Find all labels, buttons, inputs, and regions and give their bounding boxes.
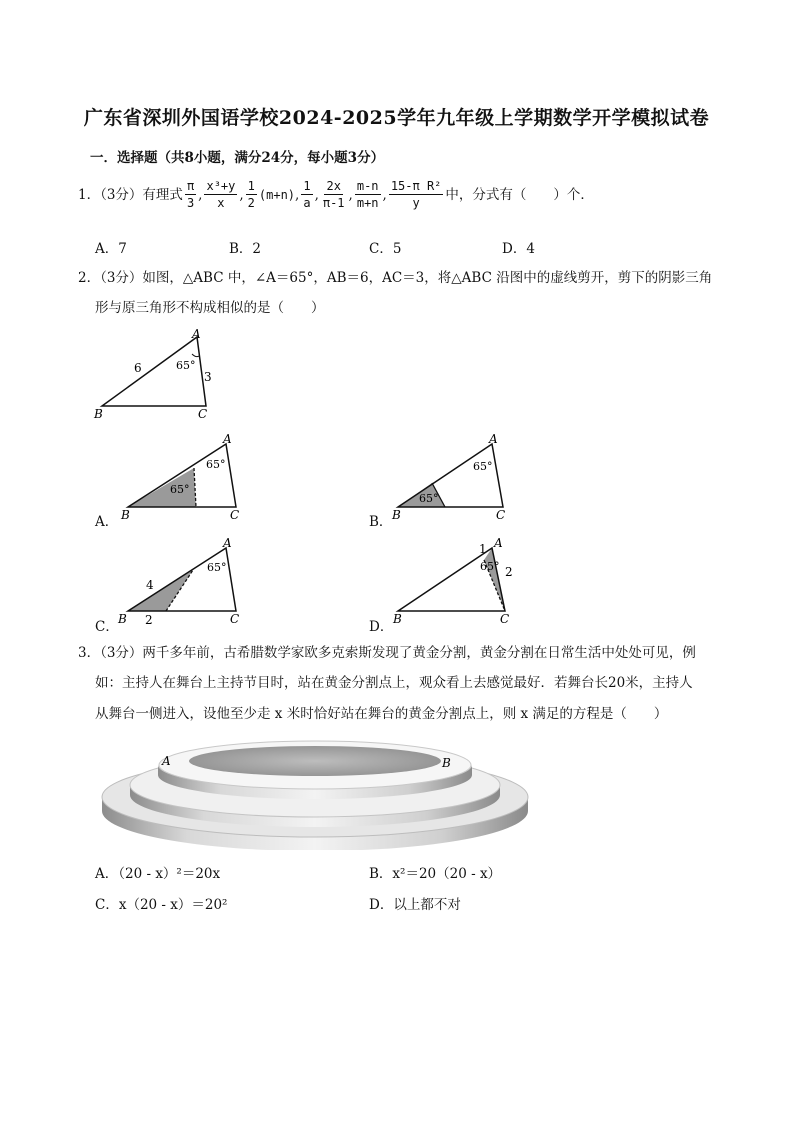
svg-text:B: B	[393, 612, 402, 626]
svg-text:C: C	[230, 612, 240, 626]
svg-text:4: 4	[146, 578, 154, 592]
fraction-2: $\frac{\text{x³+y}}{x}$	[206, 179, 236, 210]
fraction-3-tail: (m+n)	[258, 187, 296, 202]
option-c-figure	[114, 534, 254, 629]
svg-text:A: A	[223, 432, 232, 446]
q3-option-c[interactable]: C．x（20 - x）＝20²	[95, 897, 228, 913]
fraction-6: $\frac{m-n}{m+n}$	[356, 179, 379, 210]
svg-text:A: A	[223, 536, 232, 550]
triangle-figure	[88, 326, 228, 421]
q3-option-d[interactable]: D．以上都不对	[369, 897, 461, 913]
q3-line-2: 如：主持人在舞台上主持节目时，站在黄金分割点上，观众看上去感觉最好．若舞台长20米，主持人	[95, 675, 693, 691]
option-b-figure	[388, 430, 528, 525]
svg-text:2: 2	[145, 613, 153, 627]
svg-text:65°: 65°	[473, 460, 493, 473]
fraction-3: $\frac{1}{2}$	[247, 179, 255, 210]
svg-text:B: B	[392, 508, 401, 522]
svg-text:A: A	[489, 432, 498, 446]
q3-option-b[interactable]: B．x²＝20（20 - x）	[369, 866, 502, 882]
svg-text:1: 1	[479, 542, 487, 556]
svg-text:C: C	[198, 407, 208, 421]
svg-text:65°: 65°	[480, 560, 500, 573]
svg-text:C: C	[500, 612, 510, 626]
svg-text:C: C	[230, 508, 240, 522]
svg-text:B: B	[94, 407, 103, 421]
q1-option-d[interactable]: D．4	[502, 241, 535, 257]
fraction-5: $\frac{2x}{\pi-1}$	[322, 179, 345, 210]
svg-text:65°: 65°	[419, 492, 439, 505]
svg-text:65°: 65°	[206, 458, 226, 471]
question-1: 1．（3分）有理式 $\frac{\pi}{3}$ , $\frac{\text{x³+y}}{x}$ , $\frac{1}{2}$ (m+n) , $\frac{1}{a}$ , $\frac{2x}{\pi-1}$ , $\frac{m-n}{m+n}$ , $\frac{\text{15-π R²}}{y}$ 中，分式有（ ）个．	[78, 179, 594, 210]
q1-option-c[interactable]: C．5	[369, 241, 402, 257]
option-a-figure	[114, 430, 254, 525]
svg-text:65°: 65°	[170, 483, 190, 496]
q1-option-b[interactable]: B．2	[229, 241, 262, 257]
svg-text:B: B	[442, 756, 451, 770]
stage-illustration	[100, 735, 530, 850]
q1-option-a[interactable]: A．7	[95, 241, 127, 257]
svg-text:B: B	[118, 612, 127, 626]
svg-text:A: A	[192, 327, 201, 341]
svg-text:65°: 65°	[176, 359, 196, 372]
q1-prefix: 1．（3分）有理式	[78, 186, 183, 203]
fraction-4: $\frac{1}{a}$	[303, 179, 311, 210]
svg-text:2: 2	[505, 565, 513, 579]
svg-text:A: A	[494, 536, 503, 550]
svg-text:3: 3	[204, 370, 212, 384]
svg-text:65°: 65°	[207, 561, 227, 574]
q3-line-3: 从舞台一侧进入，设他至少走 x 米时恰好站在舞台的黄金分割点上，则 x 满足的方程是（ ）	[95, 706, 668, 722]
q2-option-c[interactable]: C．	[95, 619, 119, 635]
q2-option-a[interactable]: A．	[95, 514, 119, 530]
q3-option-a[interactable]: A．（20 - x）²＝20x	[95, 866, 221, 882]
svg-text:6: 6	[134, 361, 142, 375]
q2-option-d[interactable]: D．	[369, 619, 394, 635]
fraction-1: $\frac{\pi}{3}$	[186, 179, 195, 210]
svg-text:A: A	[162, 754, 171, 768]
section-heading: 一．选择题（共8小题，满分24分，每小题3分）	[90, 150, 385, 166]
fraction-7: $\frac{\text{15-π R²}}{y}$	[390, 179, 442, 210]
q2-line-2: 形与原三角形不构成相似的是（ ）	[95, 300, 325, 316]
q3-line-1: 3．（3分）两千多年前，古希腊数学家欧多克索斯发现了黄金分割，黄金分割在日常生活中处处可见，例	[78, 645, 696, 661]
svg-text:C: C	[496, 508, 506, 522]
svg-text:B: B	[121, 508, 130, 522]
option-d-figure	[388, 534, 528, 629]
q2-option-b[interactable]: B．	[369, 514, 393, 530]
q2-line-1: 2．（3分）如图，△ABC 中，∠A＝65°，AB＝6，AC＝3，将△ABC 沿图中的虚线剪开，剪下的阴影三角	[78, 270, 713, 286]
q1-suffix: 中，分式有（ ）个．	[445, 186, 594, 203]
page-title: 广东省深圳外国语学校2024-2025学年九年级上学期数学开学模拟试卷	[83, 107, 710, 129]
